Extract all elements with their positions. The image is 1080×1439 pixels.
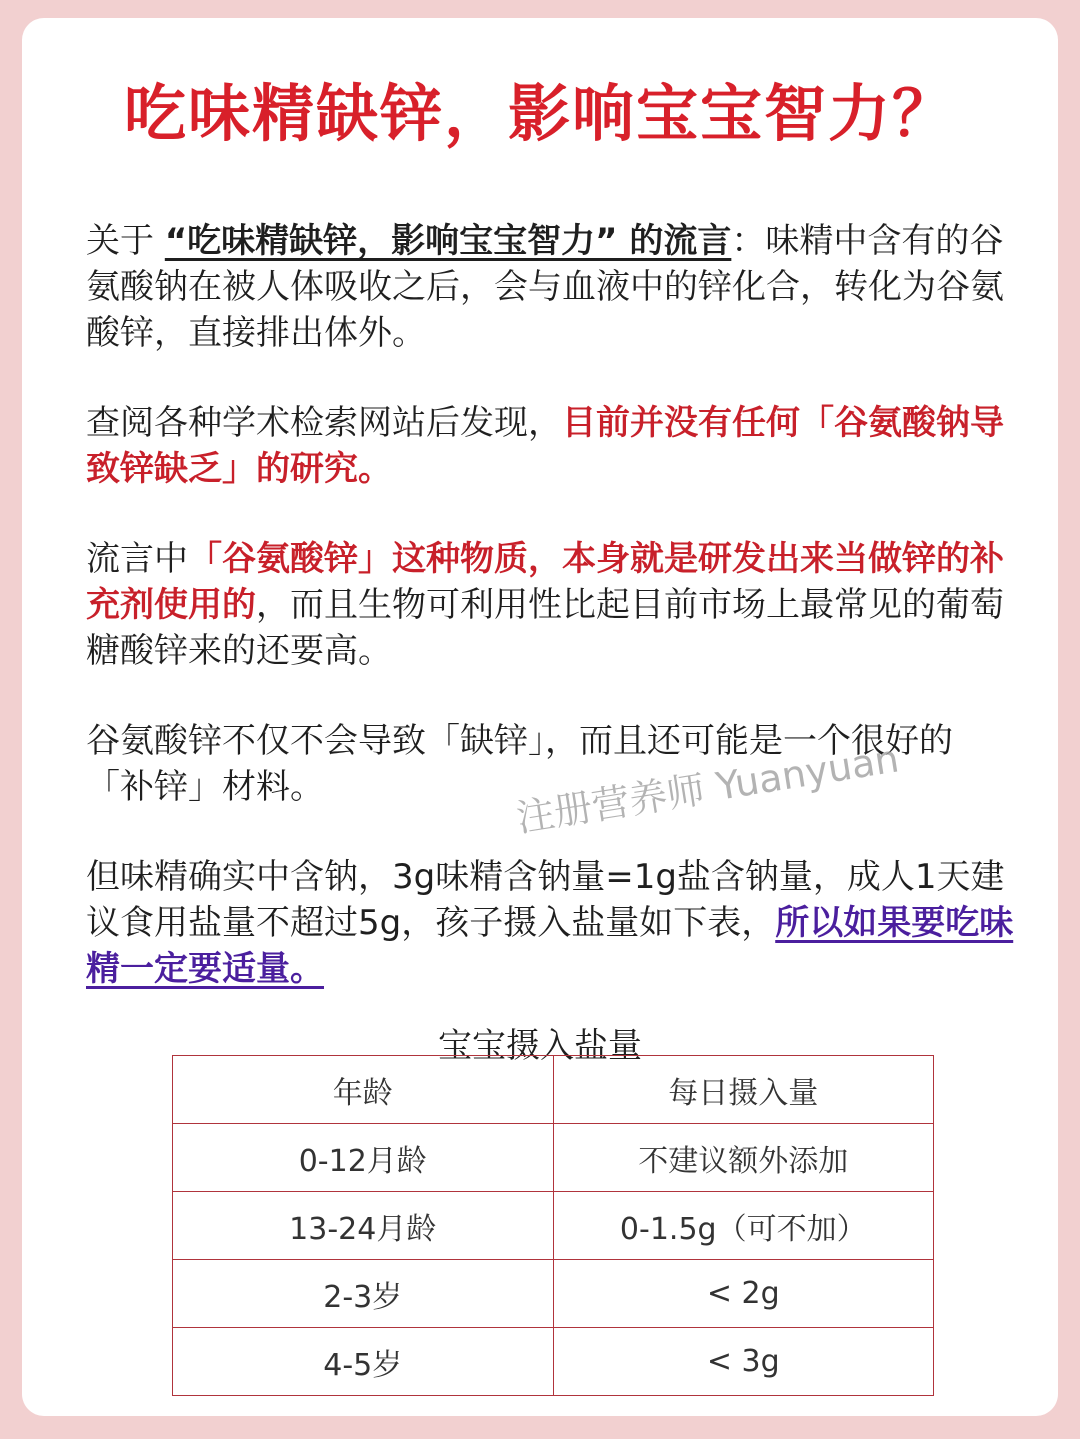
article-card — [22, 18, 1058, 1416]
research-highlight: 目前并没有任何「谷氨酸钠导致锌缺乏」的研究。 — [86, 403, 1004, 489]
zinc-suffix: ，而且生物可利用性比起目前市场上最常见的葡萄糖酸锌来的还要高。 — [86, 585, 1004, 671]
research-prefix: 查阅各种学术检索网站后发现， — [86, 403, 562, 443]
cell-intake: 不建议额外添加 — [553, 1124, 934, 1192]
sodium-prefix: 但味精确实中含钠，3g味精含钠量=1g盐含钠量，成人1天建议食用盐量不超过5g，孩子摄入盐量如下表， — [86, 857, 1005, 943]
cell-age: 4-5岁 — [173, 1328, 554, 1396]
table-row — [173, 1124, 934, 1192]
paragraph-zinc-glutamate — [86, 536, 1016, 674]
cell-intake: < 3g — [553, 1328, 934, 1396]
rumor-detail: ：味精中含有的谷氨酸钠在被人体吸收之后，会与血液中的锌化合，转化为谷氨酸锌，直接排出体外。 — [86, 221, 1004, 353]
salt-intake-table — [172, 1055, 934, 1396]
rumor-quote: “吃味精缺锌，影响宝宝智力” 的流言 — [164, 221, 732, 261]
table-title: 宝宝摄入盐量 — [438, 1026, 642, 1066]
table-header-row — [173, 1056, 934, 1124]
cell-age: 13-24月龄 — [173, 1192, 554, 1260]
zinc-prefix: 流言中 — [86, 539, 188, 579]
paragraph-rumor — [86, 218, 1016, 356]
watermark: 注册营养师 Yuanyuan — [513, 736, 902, 841]
header-age: 年龄 — [173, 1056, 554, 1124]
cell-intake: < 2g — [553, 1260, 934, 1328]
table-row — [173, 1260, 934, 1328]
page-title: 吃味精缺锌，影响宝宝智力？ — [123, 77, 956, 150]
paragraph-sodium — [86, 854, 1016, 992]
header-daily-intake: 每日摄入量 — [553, 1056, 934, 1124]
zinc-highlight: 「谷氨酸锌」这种物质，本身就是研发出来当做锌的补充剂使用的 — [86, 539, 1004, 625]
sodium-highlight-link: 所以如果要吃味精一定要适量。 — [86, 903, 1014, 989]
cell-age: 2-3岁 — [173, 1260, 554, 1328]
cell-age: 0-12月龄 — [173, 1124, 554, 1192]
cell-intake: 0-1.5g（可不加） — [553, 1192, 934, 1260]
table-row — [173, 1192, 934, 1260]
paragraph-research — [86, 400, 1016, 492]
rumor-prefix: 关于 — [86, 221, 154, 261]
paragraph-conclusion: 谷氨酸锌不仅不会导致「缺锌」，而且还可能是一个很好的「补锌」材料。 — [86, 721, 953, 807]
table-row — [173, 1328, 934, 1396]
